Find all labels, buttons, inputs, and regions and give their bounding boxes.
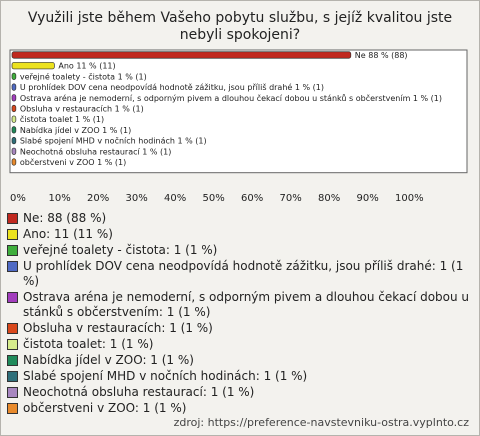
legend-swatch — [7, 245, 18, 256]
legend-swatch — [7, 229, 18, 240]
bar-3 — [12, 84, 16, 91]
legend-swatch — [7, 339, 18, 350]
bar-6 — [12, 116, 16, 123]
x-tick-label-7: 70% — [279, 193, 302, 204]
bar-10 — [12, 159, 16, 166]
bar-label-8: Slabé spojení MHD v nočních hodinách 1 % (1) — [19, 136, 207, 146]
x-tick-label-9: 90% — [356, 193, 379, 204]
legend-item — [7, 337, 473, 352]
legend-swatch — [7, 355, 18, 366]
legend-label: veřejné toalety - čistota: 1 (1 %) — [23, 243, 218, 257]
x-tick-label-0: 0% — [10, 193, 26, 204]
bar-1 — [12, 62, 54, 68]
bar-0 — [12, 52, 351, 59]
bar-8 — [12, 137, 16, 144]
legend-item — [7, 259, 473, 289]
x-tick-label-4: 40% — [164, 193, 187, 204]
bar-label-4: Ostrava aréna je nemoderní, s odporným pivem a dlouhou čekací dobou u stánků s občerstvením 1 % (1) — [19, 93, 443, 103]
legend-swatch — [7, 213, 18, 224]
bar-label-6: čistota toalet 1 % (1) — [19, 115, 105, 125]
legend-label: Slabé spojení MHD v nočních hodinách: 1 (1 %) — [23, 369, 308, 383]
x-tick-label-3: 30% — [125, 193, 148, 204]
bar-chart — [1, 1, 479, 206]
bar-2 — [12, 73, 16, 80]
legend-label: Ano: 11 (11 %) — [23, 227, 113, 241]
bar-label-0: Ne 88 % (88) — [354, 51, 408, 60]
bar-label-2: veřejné toalety - čistota 1 % (1) — [19, 72, 147, 82]
bar-7 — [12, 127, 16, 133]
legend-label: Ne: 88 (88 %) — [23, 211, 107, 225]
legend-swatch — [7, 323, 18, 334]
legend-label: občerstveni v ZOO: 1 (1 %) — [23, 401, 187, 415]
bar-label-5: Obsluha v restauracích 1 % (1) — [19, 104, 144, 114]
bar-label-10: občerstveni v ZOO 1 % (1) — [19, 158, 127, 167]
x-tick-label-5: 50% — [202, 193, 225, 204]
bar-label-1: Ano 11 % (11) — [58, 61, 116, 71]
legend-label: čistota toalet: 1 (1 %) — [23, 337, 154, 351]
legend-label: Nabídka jídel v ZOO: 1 (1 %) — [23, 353, 194, 367]
legend-item — [7, 401, 473, 416]
chart-title: Využili jste během Vašeho pobytu službu, s jejíž kvalitou jste nebyli spokojeni? — [27, 10, 453, 43]
legend-swatch — [7, 371, 18, 382]
bar-label-9: Neochotná obsluha restaurací 1 % (1) — [19, 147, 172, 157]
legend-item — [7, 369, 473, 384]
legend-label: Ostrava aréna je nemoderní, s odporným pivem a dlouhou čekací dobou u stánků s občerstvením: 1 (1 %) — [23, 290, 470, 319]
legend-item — [7, 321, 473, 336]
x-tick-label-8: 80% — [318, 193, 341, 204]
legend-swatch — [7, 261, 18, 272]
legend-label: Obsluha v restauracích: 1 (1 %) — [23, 321, 213, 335]
legend-item — [7, 211, 473, 226]
legend-swatch — [7, 403, 18, 414]
bar-9 — [12, 148, 16, 155]
bar-5 — [12, 105, 16, 112]
x-tick-label-1: 10% — [48, 193, 71, 204]
legend-swatch — [7, 292, 18, 303]
legend-item — [7, 243, 473, 258]
legend-item — [7, 227, 473, 242]
source-note: zdroj: https://preference-navstevniku-ostra.vyplnto.cz — [173, 416, 469, 429]
legend-label: Neochotná obsluha restaurací: 1 (1 %) — [23, 385, 255, 399]
bar-label-7: Nabídka jídel v ZOO 1 % (1) — [19, 125, 132, 135]
legend-swatch — [7, 387, 18, 398]
x-tick-label-2: 20% — [87, 193, 110, 204]
x-tick-label-6: 60% — [241, 193, 264, 204]
legend-item — [7, 353, 473, 368]
legend-item — [7, 385, 473, 400]
bar-label-3: U prohlídek DOV cena neodpovídá hodnotě zážitku, jsou příliš drahé 1 % (1) — [19, 83, 324, 93]
bar-4 — [12, 95, 16, 102]
legend-item — [7, 290, 473, 320]
chart-legend — [7, 211, 473, 417]
legend-label: U prohlídek DOV cena neodpovídá hodnotě zážitku, jsou příliš drahé: 1 (1 %) — [23, 259, 464, 288]
x-tick-label-10: 100% — [395, 193, 424, 204]
